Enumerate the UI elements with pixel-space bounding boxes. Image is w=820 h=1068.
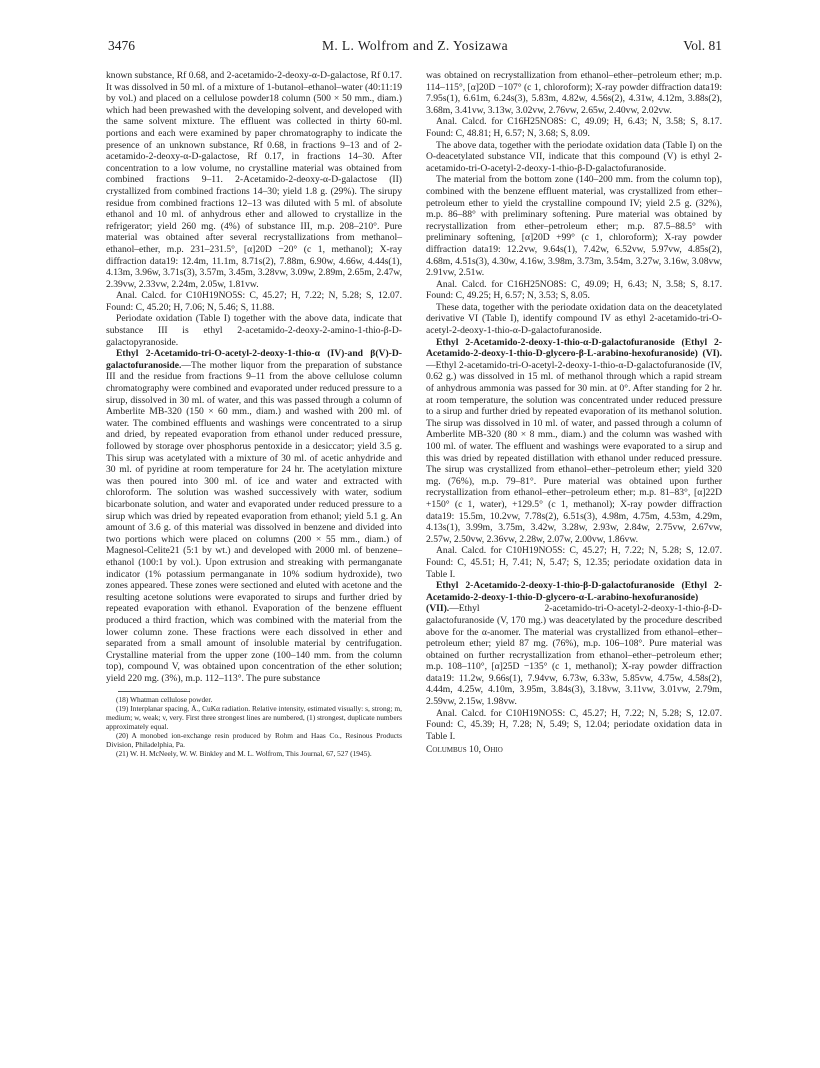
volume-label: Vol. 81 xyxy=(683,38,722,53)
left-column xyxy=(106,70,402,758)
section-heading: Ethyl 2-Acetamido-2-deoxy-1-thio-α-D-galactofuranoside (Ethyl 2-Acetamido-2-deoxy-1-thio-D-glycero-β-L-arabino-hexofuranoside) (VI). xyxy=(426,336,722,360)
analysis-paragraph: Anal. Calcd. for C16H25NO8S: C, 49.09; H, 6.43; N, 3.58; S, 8.17. Found: C, 49.25; H, 6.57; N, 3.53; S, 8.05. xyxy=(426,278,722,302)
section-heading: Ethyl 2-Acetamido-tri-O-acetyl-2-deoxy-1-thio-α (IV)-and β(V)-D-galactofuranoside. xyxy=(106,348,402,371)
page-number: 3476 xyxy=(108,38,135,53)
section-body: —Ethyl 2-acetamido-tri-O-acetyl-2-deoxy-1-thio-β-D-galactofuranoside (V, 170 mg.) was deacetylated by the procedure described above for the α-anomer. The material was crystallized from ethanol–ether–petroleum ether; yield 87 mg. (76%), m.p. 106–108°. Pure material was obtained on further recrystallization from ethanol–ether–petroleum ether; m.p. 108–110°, [α]25D −135° (c 1, methanol); X-ray powder diffraction data19: 11.2w, 9.66s(1), 7.94vw, 6.73w, 6.33w, 5.85vw, 4.75w, 4.58s(2), 4.44m, 4.25w, 4.10m, 3.95m, 3.84s(3), 3.18vw, 3.11vw, 3.01vw, 2.79m, 2.59vw, 2.15w, 1.98vw. xyxy=(426,603,722,708)
analysis-paragraph: Anal. Calcd. for C10H19NO5S: C, 45.27; H, 7.22; N, 5.28; S, 12.07. Found: C, 45.51; H, 7.41; N, 5.47; S, 12.35; periodate oxidation data in Table I. xyxy=(426,545,722,580)
section-paragraph xyxy=(426,337,722,546)
section-body: —Ethyl 2-acetamido-tri-O-acetyl-2-deoxy-1-thio-α-D-galactofuranoside (IV, 0.62 g.) was dissolved in 15 ml. of methanol through which a rapid stream of anhydrous ammonia was passed for 30 min. at 0°. After standing for 2 hr. at room temperature, the solution was concentrated under reduced pressure to a sirup and further dried by repeated evaporation of its methanol solution. The sirup was dissolved in 10 ml. of water, and passed through a column of Amberlite MB-320 (80 × 8 mm., diam.) and the column was washed with 100 ml. of water. The effluent and washings were evaporated to a sirup and this was dried by repeated distillation with ethanol under reduced pressure. The sirup was crystallized from ethanol–ether–petroleum ether; yield 320 mg. (76%), m.p. 79–81°. Pure material was obtained upon further recrystallization from ethanol–ether–petroleum ether; m.p. 81–83°, [α]22D +150° (c 1, water), +129.5° (c 1, methanol); X-ray powder diffraction data19: 15.5m, 10.2vw, 7.78s(2), 6.51s(3), 4.98m, 4.75m, 4.53m, 4.29m, 4.13s(1), 3.99m, 3.75m, 3.42w, 3.28w, 2.93w, 2.84w, 2.75vw, 2.67vw, 2.57w, 2.50vw, 2.36vw, 2.28w, 2.07w, 2.00vw, 1.86vw. xyxy=(426,359,722,545)
paragraph: Periodate oxidation (Table I) together with the above data, indicate that substance III is ethyl 2-acetamido-2-deoxy-2-amino-1-thio-β-D-galactopyranoside. xyxy=(106,313,402,348)
section-paragraph xyxy=(106,348,402,684)
paragraph: was obtained on recrystallization from ethanol–ether–petroleum ether; m.p. 114–115°, [α]20D −107° (c 1, chloroform); X-ray powder diffraction data19: 7.95s(1), 6.61m, 6.24s(3), 5.83m, 4.82w, 4.56s(2), 4.31w, 4.12m, 3.88s(2), 3.68m, 3.41vw, 3.13w, 3.02vw, 2.76vw, 2.65w, 2.40vw, 2.02vw. xyxy=(426,70,722,116)
running-header xyxy=(108,38,722,58)
footnote-divider xyxy=(118,691,190,692)
analysis-paragraph: Anal. Calcd. for C10H19NO5S: C, 45.27; H, 7.22; N, 5.28; S, 12.07. Found: C, 45.20; H, 7.06; N, 5.46; S, 11.88. xyxy=(106,290,402,313)
right-column xyxy=(426,70,722,756)
paragraph: known substance, Rf 0.68, and 2-acetamido-2-deoxy-α-D-galactose, Rf 0.17. It was dissolved in 50 ml. of a mixture of 1-butanol–ethanol–water (40:11:19 by vol.) and placed on a cellulose powder18 column (500 × 50 mm., diam.) which had been prewashed with the developing solvent, and developed with the same solvent mixture. The effluent was collected in thirty 60-ml. portions and each were examined by paper chromatography to indicate the presence of an unknown substance, Rf 0.68, in fractions 9–13 and of 2-acetamido-2-deoxy-α-D-galactose, Rf 0.17, in fractions 14–30. After concentration to a low volume, no crystalline material was obtained from combined fractions 9–11. 2-Acetamido-2-deoxy-α-D-galactose (II) crystallized from combined fractions 14–30; yield 1.8 g. (29%). The sirupy residue from combined fractions 12–13 was diluted with 5 ml. of absolute ethanol and 10 ml. of anhydrous ether and allowed to crystallize in the refrigerator; yield 260 mg. (4%) of substance III, m.p. 208–210°. Pure material was obtained after several recrystallizations from methanol–ethanol–ether, m.p. 231–231.5°, [α]20D −20° (c 1, methanol); X-ray diffraction data19: 12.4m, 11.1m, 8.71s(2), 7.88m, 6.90w, 4.66w, 4.44s(1), 4.13m, 3.96w, 3.71s(3), 3.57m, 3.45m, 3.28vw, 3.09w, 2.89m, 2.65m, 2.47w, 2.39vw, 2.33vw, 2.24m, 2.05w, 1.81vw. xyxy=(106,70,402,290)
paragraph: The above data, together with the periodate oxidation data (Table I) on the O-deacetylated substance VII, indicate that this compound (V) is ethyl 2-acetamido-tri-O-acetyl-2-deoxy-1-thio-β-D-galactofuranoside. xyxy=(426,139,722,174)
footnote: (21) W. H. McNeely, W. W. Binkley and M. L. Wolfrom, This Journal, 67, 527 (1945). xyxy=(116,749,372,759)
paragraph: These data, together with the periodate oxidation data on the deacetylated derivative VI (Table I), identify compound IV as ethyl 2-acetamido-tri-O-acetyl-2-deoxy-1-thio-α-D-galactofuranoside. xyxy=(426,301,722,337)
footnote: (18) Whatman cellulose powder. xyxy=(116,695,213,705)
footnote: (19) Interplanar spacing, Å., CuKα radiation. Relative intensity, estimated visually: s, strong; m, medium; w, weak; v, very. First three strongest lines are numbered, (1) strongest, duplicate numbers approximately equal. xyxy=(106,704,402,732)
author-address: Columbus 10, Ohio xyxy=(426,744,503,756)
analysis-paragraph: Anal. Calcd. for C10H19NO5S: C, 45.27; H, 7.22; N, 5.28; S, 12.07. Found: C, 45.39; H, 7.28; N, 5.49; S, 12.04; periodate oxidation data in Table I. xyxy=(426,707,722,742)
section-body: —The mother liquor from the preparation of substance III and the residue from fractions 9–11 from the above cellulose column chromatography were combined and evaporated under reduced pressure to a sirup, dissolved in 30 ml. of water, and this was passed through a column of Amberlite MB-320 (150 × 60 mm., diam.) and washed with 200 ml. of water. The combined effluents and washings were concentrated to a sirup and dried, by repeated evaporation from ethanol under reduced pressure, followed by storage over phosphorus pentoxide in a desiccator; yield 3.5 g. This sirup was acetylated with a mixture of 30 ml. of acetic anhydride and 30 ml. of pyridine at room temperature for 24 hr. The acetylation mixture was then poured into 300 ml. of ice and water and extracted with chloroform. The solution was washed successively with water, sodium bicarbonate solution, and water and evaporated under reduced pressure to a sirup which was dried by repeated evaporation from ethanol; yield 5.1 g. An amount of 3.6 g. of this material was dissolved in benzene and divided into two portions which were placed on columns (200 × 55 mm., diam.) of Magnesol-Celite21 (5:1 by wt.) and developed with 2000 ml. of benzene–ethanol (100:1 by vol.). Upon extrusion and streaking with permanganate indicator (1% potassium permanganate in 10% sodium hydroxide), two zones appeared. These zones were sectioned and eluted with acetone and the resulting acetone solutions were evaporated to sirups and further dried by repeated evaporation with ethanol. Evaporation of the benzene effluent produced a third fraction, which was combined with the material from the lower column zone. These fractions were each dissolved in ether and separated from a small amount of insoluble material by centrifugation. Crystalline material from the upper zone (100–140 mm. from the column top), compound V, was obtained upon concentration of the ether solution; yield 220 mg. (3%), m.p. 112–113°. The pure substance xyxy=(106,359,402,684)
footnote: (20) A monobed ion-exchange resin produced by Rohm and Haas Co., Resinous Products Division, Philadelphia, Pa. xyxy=(106,731,402,750)
section-paragraph xyxy=(426,580,722,708)
analysis-paragraph: Anal. Calcd. for C16H25NO8S: C, 49.09; H, 6.43; N, 3.58; S, 8.17. Found: C, 48.81; H, 6.57; N, 3.68; S, 8.09. xyxy=(426,116,722,139)
running-title: M. L. Wolfrom and Z. Yosizawa xyxy=(321,38,509,53)
paragraph: The material from the bottom zone (140–200 mm. from the column top), combined with the benzene effluent material, was crystallized from ether–petroleum ether to yield the crystalline compound IV; yield 2.5 g. (32%), m.p. 86–88° with preliminary softening. Pure material was obtained by recrystallization from ether–petroleum ether; m.p. 87.5–88.5° with preliminary softening, [α]20D +99° (c 1, chloroform); X-ray powder diffraction data19: 12.2vw, 9.64s(1), 7.42w, 6.52vw, 5.97vw, 4.85s(2), 4.68m, 4.51s(3), 4.30w, 4.16w, 3.98m, 3.73m, 3.54m, 3.27w, 3.16w, 3.08vw, 2.91vw, 2.51w. xyxy=(426,174,722,279)
section-heading: Ethyl 2-Acetamido-2-deoxy-1-thio-β-D-galactofuranoside (Ethyl 2-Acetamido-2-deoxy-1-thio-D-glycero-α-L-arabino-hexofuranoside) (VII). xyxy=(426,580,722,615)
